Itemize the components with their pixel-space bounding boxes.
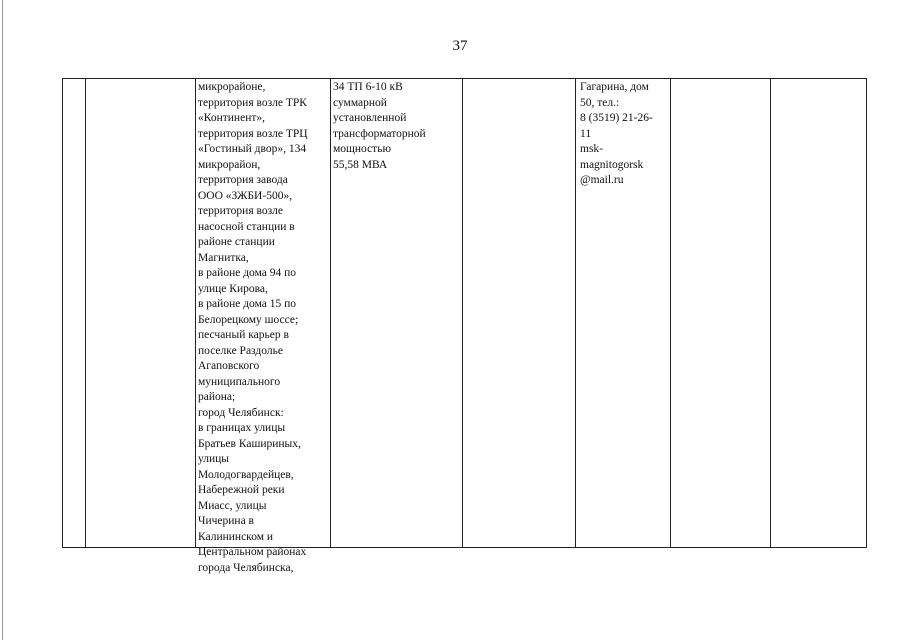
cell-text-line: трансформаторной [333,127,426,140]
cell-text-line: микрорайоне, [198,81,266,93]
cell-text-line: района; [198,391,236,403]
cell-text-line: 55,58 МВА [333,158,388,171]
cell-text-line: песчаный карьер в [198,329,289,341]
cell-text-line: Калининском и [198,530,274,543]
cell-text-line: территория возле [198,205,283,217]
cell-text-line: суммарной [333,96,387,109]
cell-text-line: в районе дома 94 по [198,267,297,279]
page-number: 37 [452,38,468,54]
cell-text-line: районе станции [198,236,275,248]
cell-text-line: msk- [580,143,603,155]
page-edge-line [2,0,3,640]
cell-text-line: территория возле ТРЦ [198,127,308,140]
column-divider [195,78,196,548]
cell-text-line: «Континент», [198,112,265,124]
cell-text-line: 11 [580,127,592,140]
table [62,78,867,548]
cell-text-line: Магнитка, [198,251,249,264]
cell-text-line: 34 ТП 6-10 кВ [333,81,403,93]
cell-text-line: magnitogorsk [580,158,644,171]
cell-text-line: улице Кирова, [198,282,268,295]
cell-text-line: микрорайон, [198,158,261,171]
contact-cell [580,80,653,189]
cell-text-line: Гагарина, дом [580,81,649,93]
cell-text-line: Белорецкому шоссе; [198,313,299,326]
cell-text-line: город Челябинск: [198,406,284,419]
cell-text-line: @mail.ru [580,174,624,186]
column-divider [575,78,576,548]
cell-text-line: территория возле ТРК [198,96,307,109]
cell-text-line: Молодогвардейцев, [198,468,294,481]
cell-text-line: Чичерина в [198,515,254,527]
cell-text-line: насосной станции в [198,220,295,233]
cell-text-line: территория завода [198,174,288,186]
cell-text-line: города Челябинска, [198,561,294,574]
cell-text-line: Центральном районах [198,546,307,558]
cell-text-line: Братьев Кашириных, [198,437,301,450]
cell-text-line: в районе дома 15 по [198,298,297,310]
address-cell [198,80,308,576]
column-divider [462,78,463,548]
column-divider [670,78,671,548]
capacity-cell [333,80,426,173]
cell-text-line: Миасс, улицы [198,499,267,512]
cell-text-line: мощностью [333,143,392,155]
column-divider [330,78,331,548]
cell-text-line: поселке Раздолье [198,344,283,357]
cell-text-line: «Гостиный двор», 134 [198,143,307,155]
cell-text-line: Агаповского [198,360,260,372]
cell-text-line: в границах улицы [198,422,286,434]
cell-text-line: установленной [333,112,407,124]
cell-text-line: улицы [198,453,230,465]
cell-text-line: 8 (3519) 21-26- [580,112,653,124]
column-divider [770,78,771,548]
cell-text-line: ООО «ЗЖБИ-500», [198,189,293,202]
cell-text-line: Набережной реки [198,484,285,496]
cell-text-line: 50, тел.: [580,96,620,109]
column-divider [85,78,86,548]
cell-text-line: муниципального [198,375,281,388]
